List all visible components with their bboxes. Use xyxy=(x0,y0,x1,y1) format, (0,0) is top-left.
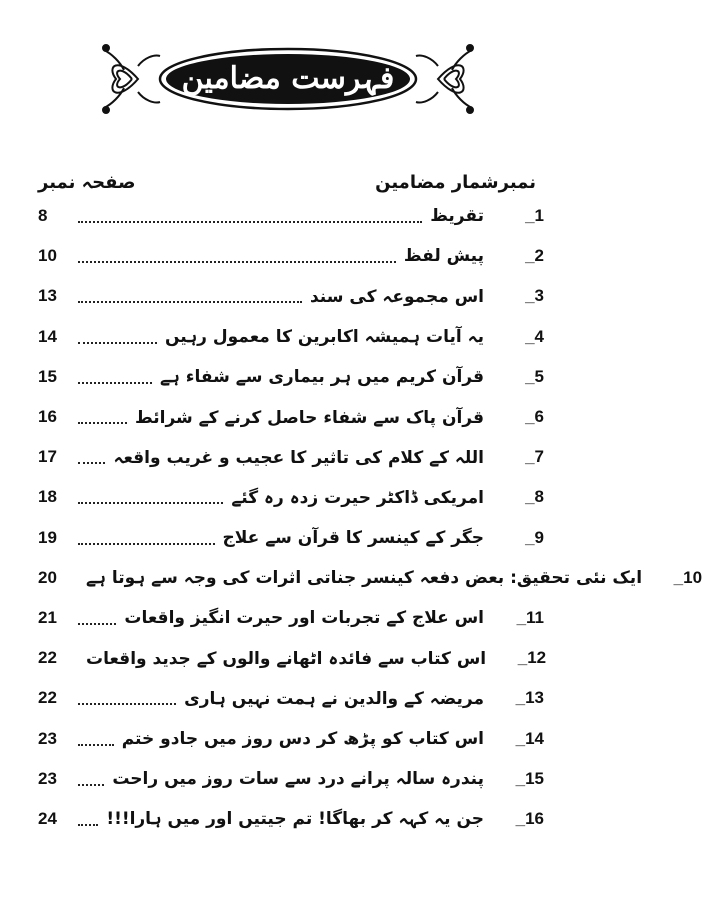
toc-entry-number: _5 xyxy=(525,366,544,386)
toc-row[interactable] xyxy=(38,276,544,316)
toc-row[interactable] xyxy=(38,638,547,678)
toc-entry-title: ایک نئی تحقیق: بعض دفعہ کینسر جناتی اثرات کی وجہ سے ہوتا ہے xyxy=(86,568,643,589)
toc-row[interactable] xyxy=(38,196,544,236)
toc-row[interactable] xyxy=(38,397,544,437)
toc-entry-number: _8 xyxy=(525,487,544,507)
toc-page-number: 23 xyxy=(38,768,57,788)
dot-leader xyxy=(78,342,157,344)
toc-entry-title: یہ آیات ہمیشہ اکابرین کا معمول رہیں xyxy=(164,327,484,348)
dot-leader xyxy=(78,462,105,464)
toc-row[interactable] xyxy=(38,799,544,839)
toc-page-number: 23 xyxy=(38,728,57,748)
toc-entry-title: مریضہ کے والدین نے ہمت نہیں ہاری xyxy=(184,688,484,709)
toc-entry-number: _16 xyxy=(515,808,544,828)
dot-leader xyxy=(78,422,127,424)
dot-leader xyxy=(78,703,176,705)
toc-entry-number: _7 xyxy=(525,447,544,467)
toc-entry-number: _11 xyxy=(516,607,544,627)
toc-entry-title: پیش لفظ xyxy=(403,246,484,267)
toc-row[interactable] xyxy=(38,678,544,718)
toc-page-number: 17 xyxy=(38,447,57,467)
toc-page-number: 14 xyxy=(38,326,57,346)
toc-entry-number: _12 xyxy=(517,648,547,668)
toc-page-number: 10 xyxy=(38,246,57,266)
dot-leader xyxy=(78,543,215,545)
dot-leader xyxy=(78,261,396,263)
toc-page-number: 22 xyxy=(38,648,57,668)
toc-page-number: 24 xyxy=(38,808,57,828)
toc-page-number: 16 xyxy=(38,407,57,427)
title-banner xyxy=(98,36,478,122)
toc-entry-number: _10 xyxy=(673,567,702,587)
toc-page-number: 19 xyxy=(38,527,57,547)
toc-row[interactable] xyxy=(38,437,544,477)
toc-entry-title: تقریظ xyxy=(430,206,484,227)
toc-entry-number: _14 xyxy=(515,728,544,748)
toc-entry-number: _1 xyxy=(525,206,544,226)
table-of-contents xyxy=(38,196,702,839)
toc-entry-number: _15 xyxy=(515,768,544,788)
toc-entry-title: اس مجموعہ کی سند xyxy=(309,286,484,307)
toc-row[interactable] xyxy=(38,718,544,758)
toc-entry-number: _2 xyxy=(525,246,544,266)
toc-row[interactable] xyxy=(38,357,544,397)
toc-entry-number: _6 xyxy=(525,407,544,427)
toc-row[interactable] xyxy=(38,558,702,598)
dot-leader xyxy=(78,221,422,223)
toc-entry-title: قرآن کریم میں ہر بیماری سے شفاء ہے xyxy=(159,367,484,388)
serial-and-topics-column-header: نمبرشمار مضامین xyxy=(375,172,536,193)
toc-row[interactable] xyxy=(38,236,544,276)
toc-row[interactable] xyxy=(38,477,544,517)
dot-leader xyxy=(78,623,116,625)
dot-leader xyxy=(78,784,104,786)
dot-leader xyxy=(78,824,98,826)
toc-page-number: 15 xyxy=(38,366,57,386)
toc-entry-number: _9 xyxy=(525,527,544,547)
dot-leader xyxy=(78,744,114,746)
toc-page-number: 20 xyxy=(38,567,57,587)
toc-page-number: 22 xyxy=(38,688,57,708)
toc-row[interactable] xyxy=(38,759,544,799)
toc-page-number: 21 xyxy=(38,607,57,627)
page-title: فہرست مضامین xyxy=(181,60,395,96)
dot-leader xyxy=(78,382,152,384)
toc-page-number: 18 xyxy=(38,487,57,507)
toc-entry-title: جگر کے کینسر کا قرآن سے علاج xyxy=(222,528,484,549)
toc-row[interactable] xyxy=(38,317,544,357)
page-number-column-header: صفحہ نمبر xyxy=(38,172,136,193)
toc-entry-number: _3 xyxy=(525,286,544,306)
dot-leader xyxy=(78,301,302,303)
toc-entry-title: جن یہ کہہ کر بھاگا! تم جیتیں اور میں ہارا!!! xyxy=(106,809,484,830)
toc-entry-title: امریکی ڈاکٹر حیرت زدہ رہ گئے xyxy=(231,487,484,508)
toc-entry-title: اس کتاب سے فائدہ اٹھانے والوں کے جدید واقعات xyxy=(86,648,487,669)
toc-page-number: 8 xyxy=(38,206,48,226)
toc-entry-title: اس علاج کے تجربات اور حیرت انگیز واقعات xyxy=(124,608,484,629)
toc-entry-number: _13 xyxy=(515,688,544,708)
dot-leader xyxy=(78,502,223,504)
toc-entry-title: اللہ کے کلام کی تاثیر کا عجیب و غریب واقعہ xyxy=(113,447,484,468)
toc-row[interactable] xyxy=(38,518,544,558)
toc-page-number: 13 xyxy=(38,286,57,306)
toc-entry-title: اس کتاب کو پڑھ کر دس روز میں جادو ختم xyxy=(121,728,484,749)
toc-row[interactable] xyxy=(38,598,544,638)
toc-entry-title: قرآن پاک سے شفاء حاصل کرنے کے شرائط xyxy=(135,407,484,428)
toc-entry-number: _4 xyxy=(525,326,544,346)
toc-entry-title: پندرہ سالہ پرانے درد سے سات روز میں راحت xyxy=(112,769,484,790)
